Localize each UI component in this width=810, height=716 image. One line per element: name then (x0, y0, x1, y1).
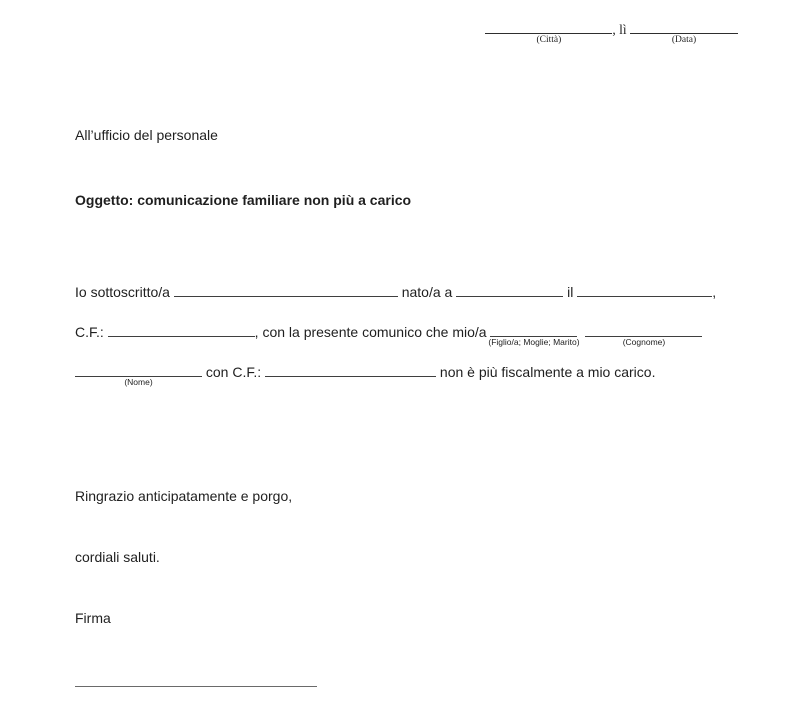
date-label: (Data) (671, 35, 697, 45)
date-blank[interactable] (630, 20, 738, 45)
signature-blank[interactable] (75, 686, 317, 687)
line2-text-2: , con la presente comunico che mio/a (254, 324, 491, 340)
body-line-1 (75, 282, 716, 301)
surname-label: (Cognome) (622, 337, 666, 347)
dependent-cf-blank[interactable] (265, 362, 436, 377)
line1-text-2: nato/a a (397, 284, 457, 300)
recipient-line: All’ufficio del personale (75, 127, 218, 143)
relation-blank[interactable] (488, 322, 580, 347)
thanks-line: Ringrazio anticipatamente e porgo, (75, 488, 293, 504)
fullname-blank[interactable] (174, 282, 398, 297)
line3-text-2: non è più fiscalmente a mio carico. (436, 364, 656, 380)
relation-label: (Figlio/a; Moglie; Marito) (488, 337, 580, 347)
name-blank[interactable] (75, 362, 202, 387)
date-line (485, 20, 738, 45)
body-line-3 (75, 362, 656, 387)
line1-text-4: , (712, 284, 717, 300)
subject-line: Oggetto: comunicazione familiare non più a carico (75, 192, 412, 208)
birthdate-blank[interactable] (577, 282, 712, 297)
birthplace-blank[interactable] (456, 282, 563, 297)
signature-caption: Firma (75, 610, 111, 626)
declarant-cf-blank[interactable] (108, 322, 255, 337)
line1-text-1: Io sottoscritto/a (75, 284, 174, 300)
date-separator-text: , lì (612, 22, 630, 37)
body-line-2 (75, 322, 702, 347)
line3-text-1: con C.F.: (202, 364, 266, 380)
line2-text-1: C.F.: (75, 324, 108, 340)
salutation-line: cordiali saluti. (75, 549, 160, 565)
city-blank[interactable] (485, 20, 612, 45)
surname-blank[interactable] (585, 322, 702, 347)
line1-text-3: il (563, 284, 578, 300)
city-label: (Città) (536, 35, 562, 45)
name-label: (Nome) (124, 377, 153, 387)
